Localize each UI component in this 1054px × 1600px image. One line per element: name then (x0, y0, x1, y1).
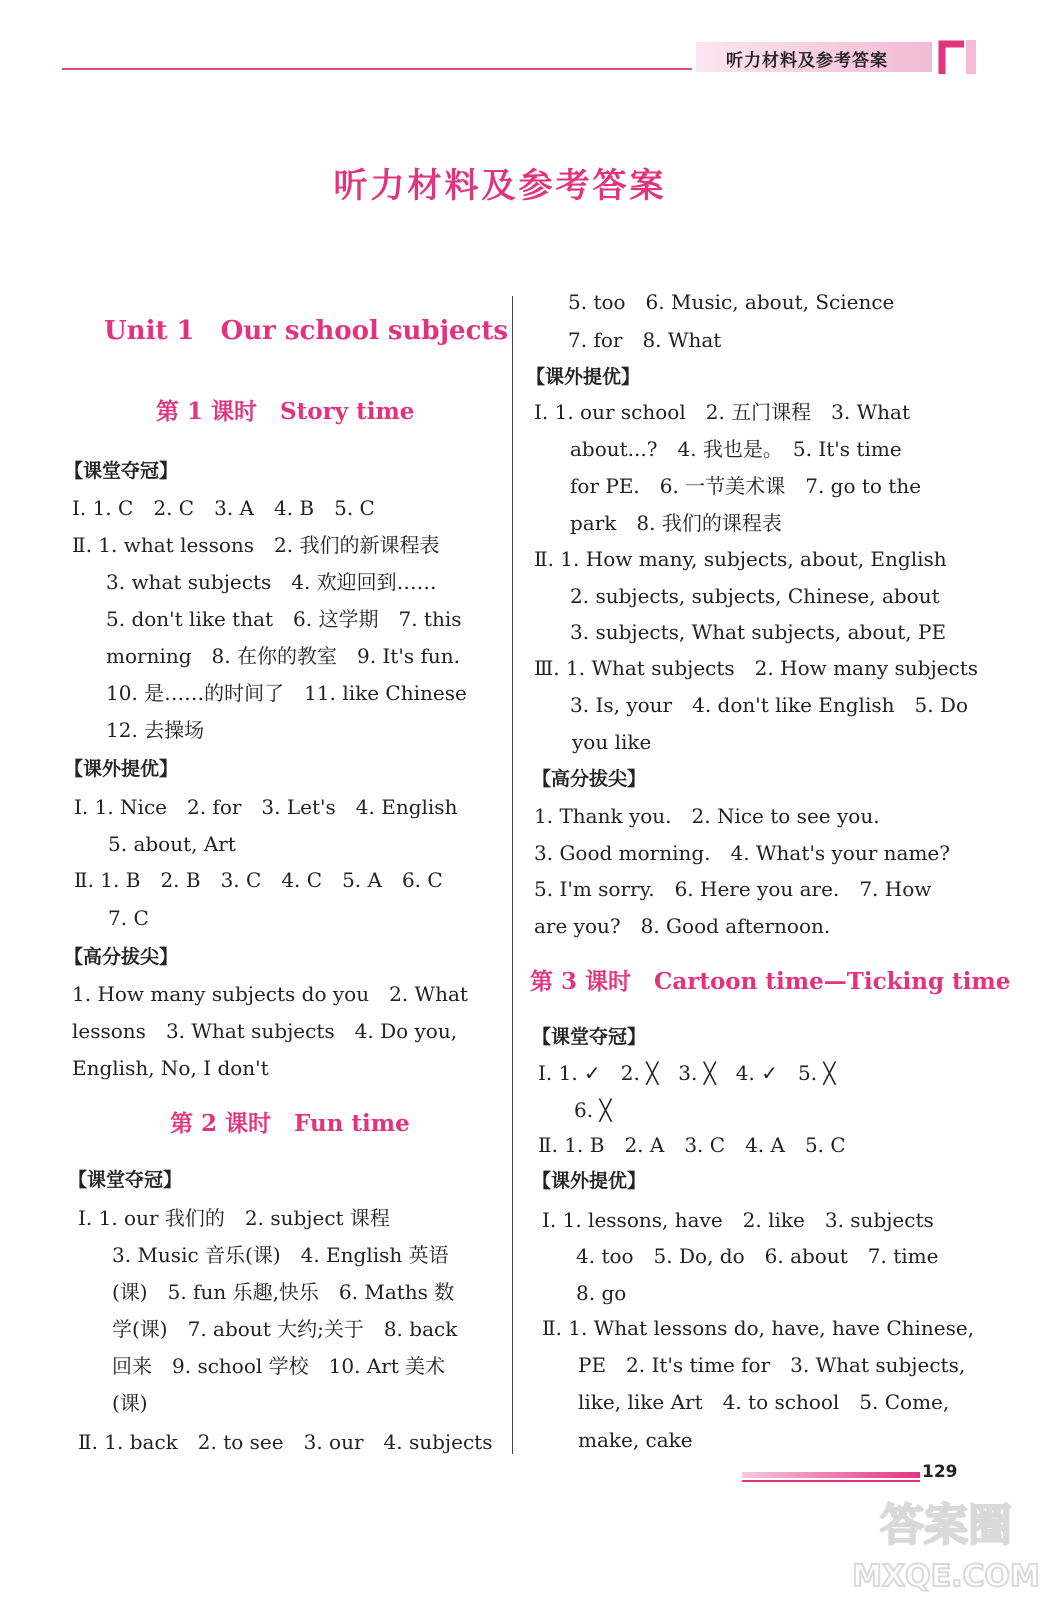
section-label: 【课堂夺冠】 (532, 1026, 647, 1048)
answer-line: 5. too 6. Music, about, Science (568, 290, 895, 314)
answer-line: make, cake (578, 1428, 693, 1452)
answer-line: like, like Art 4. to school 5. Come, (578, 1390, 950, 1414)
watermark-text-bottom: MXQE.COM (852, 1559, 1040, 1594)
answer-line: Ⅱ. 1. What lessons do, have, have Chinese, (542, 1316, 975, 1340)
answer-line: 1. Thank you. 2. Nice to see you. (534, 804, 880, 828)
lesson-heading: 第 2 课时 Fun time (170, 1110, 410, 1137)
answer-line: park 8. 我们的课程表 (570, 511, 782, 535)
footer-line (742, 1480, 920, 1482)
answer-line: English, No, I don't (72, 1056, 269, 1080)
header-rule (62, 68, 692, 70)
answer-line: 6. ╳ (574, 1098, 612, 1122)
answer-line: 7. for 8. What (568, 328, 722, 352)
section-label: 【课外提优】 (64, 758, 179, 780)
answer-line: 4. too 5. Do, do 6. about 7. time (576, 1244, 939, 1268)
corner-bracket-icon (938, 38, 978, 76)
section-label: 【课堂夺冠】 (68, 1169, 183, 1191)
page-title: 听力材料及参考答案 (333, 166, 667, 206)
answer-line: 8. go (576, 1281, 627, 1305)
answer-line: 12. 去操场 (106, 718, 205, 742)
answer-line: Ⅱ. 1. B 2. B 3. C 4. C 5. A 6. C (74, 868, 443, 892)
answer-line: morning 8. 在你的教室 9. It's fun. (106, 644, 460, 668)
answer-line: Ⅱ. 1. How many, subjects, about, English (534, 547, 947, 571)
answer-line: Ⅰ. 1. Nice 2. for 3. Let's 4. English (74, 795, 458, 819)
watermark-text-top: 答案圈 (880, 1500, 1012, 1551)
answer-line: 5. I'm sorry. 6. Here you are. 7. How (534, 877, 932, 901)
section-label: 【课堂夺冠】 (64, 460, 179, 482)
column-divider (512, 296, 513, 1454)
answer-line: 2. subjects, subjects, Chinese, about (570, 584, 940, 608)
answer-line: 3. what subjects 4. 欢迎回到…… (106, 570, 437, 594)
answer-line: 3. Is, your 4. don't like English 5. Do (570, 693, 968, 717)
answer-line: 3. Good morning. 4. What's your name? (534, 841, 950, 865)
answer-line: Ⅲ. 1. What subjects 2. How many subjects (534, 656, 978, 680)
page-number: 129 (922, 1462, 958, 1482)
answer-line: Ⅱ. 1. what lessons 2. 我们的新课程表 (72, 533, 440, 557)
answer-line: 3. subjects, What subjects, about, PE (570, 620, 947, 644)
lesson-heading: 第 1 课时 Story time (156, 398, 415, 425)
watermark-logo (848, 1484, 1044, 1596)
unit-heading: Unit 1 Our school subjects (104, 316, 509, 346)
running-title: 听力材料及参考答案 (726, 51, 888, 71)
answer-line: 5. don't like that 6. 这学期 7. this (106, 607, 462, 631)
section-label: 【课外提优】 (532, 1170, 647, 1192)
answer-line: about...? 4. 我也是。 5. It's time (570, 437, 902, 461)
answer-line: 回来 9. school 学校 10. Art 美术 (112, 1354, 446, 1378)
answer-line: are you? 8. Good afternoon. (534, 914, 831, 938)
section-label: 【高分拔尖】 (64, 946, 179, 968)
answer-line: 学(课) 7. about 大约;关于 8. back (112, 1317, 458, 1341)
answer-line: you like (572, 730, 652, 754)
answer-line: 1. How many subjects do you 2. What (72, 982, 468, 1006)
answer-line: Ⅰ. 1. ✓ 2. ╳ 3. ╳ 4. ✓ 5. ╳ (538, 1061, 836, 1085)
answer-line: (课) 5. fun 乐趣,快乐 6. Maths 数 (112, 1280, 455, 1304)
answer-line: Ⅰ. 1. C 2. C 3. A 4. B 5. C (72, 496, 375, 520)
answer-line: 5. about, Art (108, 832, 236, 856)
lesson-heading: 第 3 课时 Cartoon time—Ticking time (530, 968, 1011, 995)
answer-line: Ⅱ. 1. B 2. A 3. C 4. A 5. C (538, 1133, 846, 1157)
answer-line: Ⅰ. 1. lessons, have 2. like 3. subjects (542, 1208, 934, 1232)
footer-bar (742, 1472, 920, 1478)
answer-line: for PE. 6. 一节美术课 7. go to the (570, 474, 922, 498)
answer-line: Ⅰ. 1. our 我们的 2. subject 课程 (78, 1206, 390, 1230)
answer-line: lessons 3. What subjects 4. Do you, (72, 1019, 458, 1043)
answer-line: 7. C (108, 906, 149, 930)
answer-line: 10. 是……的时间了 11. like Chinese (106, 681, 467, 705)
answer-line: Ⅱ. 1. back 2. to see 3. our 4. subjects (78, 1430, 493, 1454)
answer-line: 3. Music 音乐(课) 4. English 英语 (112, 1243, 449, 1267)
answer-line: Ⅰ. 1. our school 2. 五门课程 3. What (534, 400, 910, 424)
section-label: 【课外提优】 (526, 366, 641, 388)
section-label: 【高分拔尖】 (532, 768, 647, 790)
answer-line: PE 2. It's time for 3. What subjects, (578, 1353, 966, 1377)
answer-line: (课) (112, 1391, 148, 1415)
